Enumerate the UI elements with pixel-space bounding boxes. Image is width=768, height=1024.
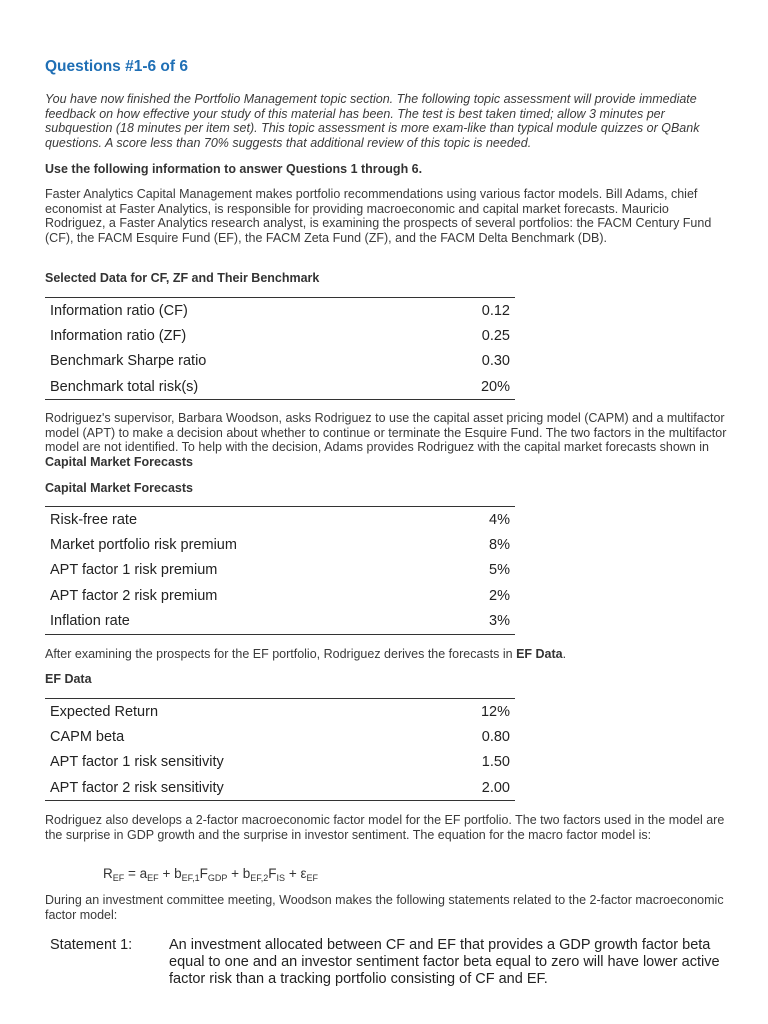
table-1 [45, 297, 515, 400]
paragraph-5: During an investment committee meeting, Woodson makes the following statements related to the 2-factor macroeconomic factor model: [45, 893, 724, 922]
table-row [45, 724, 515, 750]
row-value: 5% [489, 562, 510, 579]
row-label: Information ratio (CF) [50, 302, 188, 319]
row-label: APT factor 1 risk sensitivity [50, 754, 224, 771]
row-label: Inflation rate [50, 613, 130, 629]
row-value: 2.00 [481, 779, 510, 796]
table-row [45, 349, 515, 375]
capital-market-forecasts-ref: Capital Market Forecasts [45, 454, 193, 469]
table-row [45, 750, 515, 776]
row-value: 0.25 [481, 327, 510, 344]
paragraph-3-text: After examining the prospects for the EF portfolio, Rodriguez derives the forecasts in [45, 647, 513, 661]
table-row [45, 583, 515, 609]
table-row [45, 775, 515, 801]
ef-data-ref: EF Data [516, 647, 563, 661]
macro-factor-equation: $R_{EF} = a_{EF} + b_{EF,1}F_{GDP} + b_{EF,2}F_{IS} + \varepsilon_{EF}$ [103, 866, 318, 883]
table-3-title: EF Data [45, 672, 92, 686]
table-row [45, 374, 515, 400]
paragraph-1: Faster Analytics Capital Management makes portfolio recommendations using various factor models. Bill Adams, chief economist at Faster Analytics, is responsible for providing macroeconomic and capital market forecasts. Mauricio Rodriguez, a Faster Analytics research analyst, is examining the prospects of several portfolios: the FACM Century Fund (CF), the FACM Esquire Fund (EF), the FACM Zeta Fund (ZF), and the FACM Delta Benchmark (DB). [45, 187, 712, 245]
table-row [45, 699, 515, 725]
row-value: 3% [489, 613, 510, 629]
row-label: APT factor 2 risk premium [50, 587, 218, 604]
row-label: Risk-free rate [50, 511, 138, 528]
table-3 [45, 698, 515, 801]
row-value: 0.12 [481, 302, 510, 319]
row-label: APT factor 2 risk sensitivity [50, 779, 224, 796]
table-row [45, 507, 515, 533]
row-label: CAPM beta [50, 728, 125, 745]
table-row [45, 532, 515, 558]
paragraph-2 [45, 411, 730, 469]
intro-text: You have now finished the Portfolio Management topic section. The following topic assessment will provide immediate feedback on how effective your study of this material has been. The test is best taken timed; allow 3 minutes per subquestion (18 minutes per item set). This topic assessment is more exam-like than typical module quizzes or QBank questions. A score less than 70% suggests that additional review of this topic is needed. [45, 92, 700, 150]
table-row [45, 558, 515, 584]
row-value: 0.30 [481, 353, 510, 370]
row-label: Benchmark total risk(s) [50, 378, 199, 395]
row-value: 4% [489, 511, 510, 528]
row-label: Benchmark Sharpe ratio [50, 353, 207, 370]
row-label: Information ratio (ZF) [50, 327, 187, 344]
row-value: 8% [489, 536, 510, 553]
table-2 [45, 506, 515, 635]
row-label: APT factor 1 risk premium [50, 562, 218, 579]
paragraph-3 [45, 647, 730, 662]
use-info-heading: Use the following information to answer Questions 1 through 6. [45, 162, 423, 176]
table-row [45, 298, 515, 324]
statement-1-label: Statement 1: [50, 937, 133, 953]
table-row [45, 323, 515, 349]
row-value: 12% [480, 703, 510, 720]
paragraph-3-end: . [562, 647, 567, 661]
row-label: Market portfolio risk premium [50, 536, 237, 553]
table-1-title: Selected Data for CF, ZF and Their Benchmark [45, 271, 320, 285]
row-value: 0.80 [481, 728, 510, 745]
paragraph-2-text: Rodriguez's supervisor, Barbara Woodson, asks Rodriguez to use the capital asset pricing model (CAPM) and a multifactor model (APT) to make a decision about whether to continue or terminate the Esquire Fund. The two factors in the multifactor model are not identified. To help with the decision, Adams provides Rodriguez with the capital market forecasts shown in [45, 411, 727, 454]
page-title: Questions #1-6 of 6 [45, 58, 188, 75]
row-value: 1.50 [481, 754, 510, 771]
statement-1-text: An investment allocated between CF and EF that provides a GDP growth factor beta equal to one and an investor sentiment factor beta equal to zero will have lower active factor risk than a tracking portfolio consisting of CF and EF. [169, 937, 720, 987]
table-row [45, 609, 515, 635]
row-value: 2% [489, 587, 510, 604]
row-label: Expected Return [50, 703, 159, 720]
table-2-title: Capital Market Forecasts [45, 481, 193, 495]
paragraph-4: Rodriguez also develops a 2-factor macroeconomic factor model for the EF portfolio. The two factors used in the model are the surprise in GDP growth and the surprise in investor sentiment. The equation for the macro factor model is: [45, 813, 725, 842]
row-value: 20% [480, 378, 510, 395]
